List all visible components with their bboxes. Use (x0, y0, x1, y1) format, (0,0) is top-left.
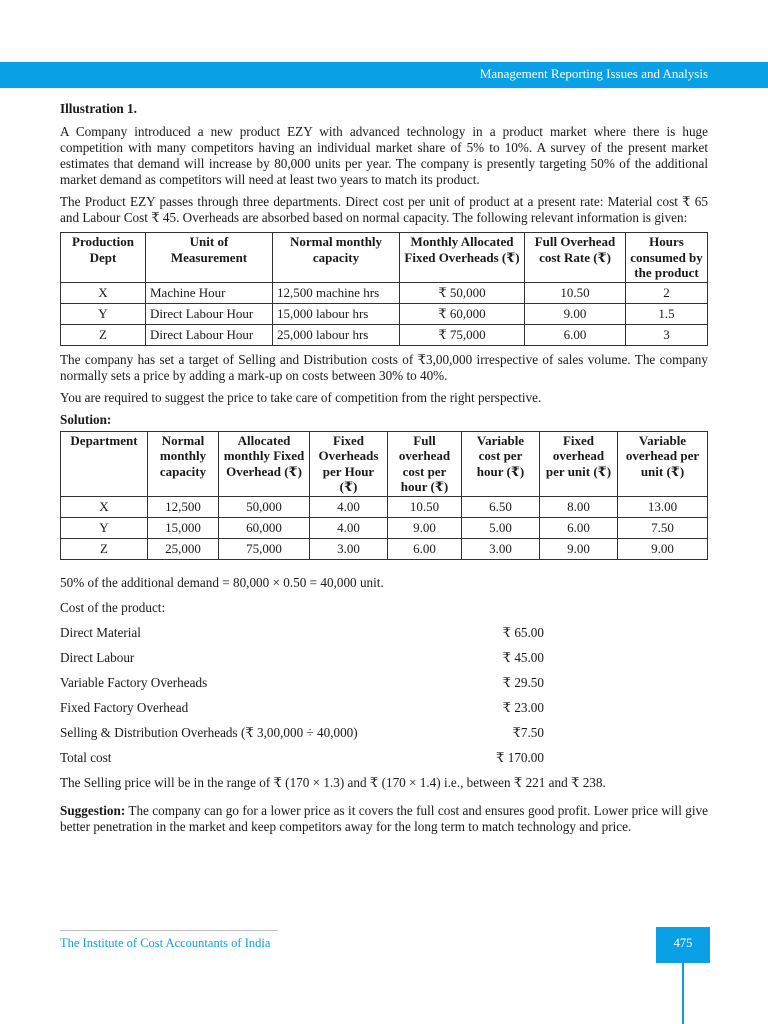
cost-item-label: Total cost (60, 749, 112, 765)
table-header-cell: Fixed Overheads per Hour (₹) (310, 431, 388, 496)
cost-item-amount: ₹ 23.00 (502, 699, 544, 715)
page-number-line (682, 963, 684, 1024)
table-cell: 9.00 (540, 538, 618, 559)
table-cell: 6.50 (462, 496, 540, 517)
table-header-cell: Full Overhead cost Rate (₹) (525, 233, 626, 283)
suggestion-label: Suggestion: (60, 802, 126, 818)
cost-item (60, 695, 708, 720)
table-cell: X (61, 496, 148, 517)
demand-calculation: 50% of the additional demand = 80,000 × 0.50 = 40,000 unit. (60, 574, 384, 590)
table-cell: 9.00 (525, 303, 626, 324)
table-header-cell: Allocated monthly Fixed Overhead (₹) (219, 431, 310, 496)
table-cell: 3 (626, 324, 708, 345)
problem-paragraph-1: A Company introduced a new product EZY with advanced technology in a product market where there is huge competition with many competitors having an individual market share of 5% to 10%. A survey of the present market estimates that demand will increase by 80,000 units per year. The company is presently targeting 50% of the additional market demand as competitors will need at least two years to match its product. (60, 124, 708, 187)
table-cell: X (61, 282, 146, 303)
table-cell: 12,500 (148, 496, 219, 517)
solution-title: Solution: (60, 411, 112, 427)
table-cell: 9.00 (388, 517, 462, 538)
table-cell: 10.50 (388, 496, 462, 517)
table-header-row (61, 233, 708, 283)
table-cell: Direct Labour Hour (146, 324, 273, 345)
cost-item (60, 620, 708, 645)
cost-heading: Cost of the product: (60, 599, 166, 615)
table-cell: 15,000 (148, 517, 219, 538)
suggestion-paragraph (60, 803, 708, 835)
cost-item-amount: ₹ 65.00 (502, 624, 544, 640)
header-bar (0, 62, 768, 88)
page-content (60, 101, 708, 835)
table-header-cell: Department (61, 431, 148, 496)
table-row (61, 324, 708, 345)
cost-item-label: Variable Factory Overheads (60, 674, 208, 690)
table-cell: 6.00 (540, 517, 618, 538)
suggestion-text: The company can go for a lower price as it covers the full cost and ensures good profit. Lower price will give better penetration in the market and keep competitors away for the long term to match technology and price. (60, 802, 708, 834)
table-header-cell: Production Dept (61, 233, 146, 283)
footer-institute: The Institute of Cost Accountants of India (60, 936, 271, 950)
cost-item-amount: ₹ 29.50 (502, 674, 544, 690)
solution-table (60, 431, 708, 560)
table-header-cell: Fixed overhead per unit (₹) (540, 431, 618, 496)
cost-item-total (60, 745, 708, 770)
table-header-cell: Normal monthly capacity (273, 233, 400, 283)
illustration-title: Illustration 1. (60, 101, 137, 116)
problem-paragraph-3: The company has set a target of Selling and Distribution costs of ₹3,00,000 irrespective of sales volume. The company normally sets a price by adding a mark-up on costs between 30% to 40%. (60, 351, 708, 383)
table-cell: Machine Hour (146, 282, 273, 303)
table-cell: ₹ 60,000 (400, 303, 525, 324)
table-cell: 4.00 (310, 517, 388, 538)
price-range-line: The Selling price will be in the range of ₹ (170 × 1.3) and ₹ (170 × 1.4) i.e., between ₹ 221 and ₹ 238. (60, 774, 606, 790)
cost-item-amount: ₹ 45.00 (502, 649, 544, 665)
table-cell: 8.00 (540, 496, 618, 517)
table-cell: 15,000 labour hrs (273, 303, 400, 324)
table-row (61, 538, 708, 559)
cost-item-amount: ₹7.50 (512, 724, 544, 740)
table-header-cell: Hours consumed by the product (626, 233, 708, 283)
table-cell: 12,500 machine hrs (273, 282, 400, 303)
table-cell: 13.00 (618, 496, 708, 517)
table-cell: 50,000 (219, 496, 310, 517)
table-row (61, 282, 708, 303)
page-number-box (656, 927, 710, 963)
table-cell: 5.00 (462, 517, 540, 538)
table-header-cell: Variable overhead per unit (₹) (618, 431, 708, 496)
table-cell: 9.00 (618, 538, 708, 559)
table-cell: Y (61, 303, 146, 324)
table-cell: ₹ 50,000 (400, 282, 525, 303)
table-cell: 6.00 (388, 538, 462, 559)
table-header-cell: Monthly Allocated Fixed Overheads (₹) (400, 233, 525, 283)
footer-rule (60, 930, 278, 931)
table-cell: 75,000 (219, 538, 310, 559)
cost-item-label: Direct Material (60, 624, 141, 640)
cost-item-label: Direct Labour (60, 649, 135, 665)
table-row (61, 517, 708, 538)
cost-item-label: Selling & Distribution Overheads (₹ 3,00,000 ÷ 40,000) (60, 724, 358, 740)
table-cell: ₹ 75,000 (400, 324, 525, 345)
table-header-cell: Variable cost per hour (₹) (462, 431, 540, 496)
table-cell: 3.00 (462, 538, 540, 559)
table-cell: 25,000 (148, 538, 219, 559)
table-header-cell: Normal monthly capacity (148, 431, 219, 496)
table-header-row (61, 431, 708, 496)
problem-paragraph-4: You are required to suggest the price to take care of competition from the right perspective. (60, 389, 542, 405)
table-cell: Direct Labour Hour (146, 303, 273, 324)
cost-item-amount: ₹ 170.00 (496, 749, 544, 765)
table-cell: 60,000 (219, 517, 310, 538)
table-cell: 25,000 labour hrs (273, 324, 400, 345)
cost-item-label: Fixed Factory Overhead (60, 699, 189, 715)
table-cell: Y (61, 517, 148, 538)
cost-item (60, 670, 708, 695)
cost-item (60, 645, 708, 670)
table-cell: Z (61, 324, 146, 345)
table-row (61, 496, 708, 517)
table-cell: Z (61, 538, 148, 559)
table-cell: 10.50 (525, 282, 626, 303)
table-cell: 1.5 (626, 303, 708, 324)
table-cell: 2 (626, 282, 708, 303)
table-cell: 4.00 (310, 496, 388, 517)
cost-item (60, 720, 708, 745)
table-cell: 3.00 (310, 538, 388, 559)
problem-paragraph-2: The Product EZY passes through three departments. Direct cost per unit of product at a present rate: Material cost ₹ 65 and Labour Cost ₹ 45. Overheads are absorbed based on normal capacity. The following relevant information is given: (60, 194, 708, 225)
table-row (61, 303, 708, 324)
running-header-title: Management Reporting Issues and Analysis (479, 66, 708, 81)
table-header-cell: Full overhead cost per hour (₹) (388, 431, 462, 496)
table-cell: 6.00 (525, 324, 626, 345)
departments-table (60, 232, 708, 346)
table-header-cell: Unit of Measurement (146, 233, 273, 283)
page-number: 475 (673, 936, 693, 950)
table-cell: 7.50 (618, 517, 708, 538)
